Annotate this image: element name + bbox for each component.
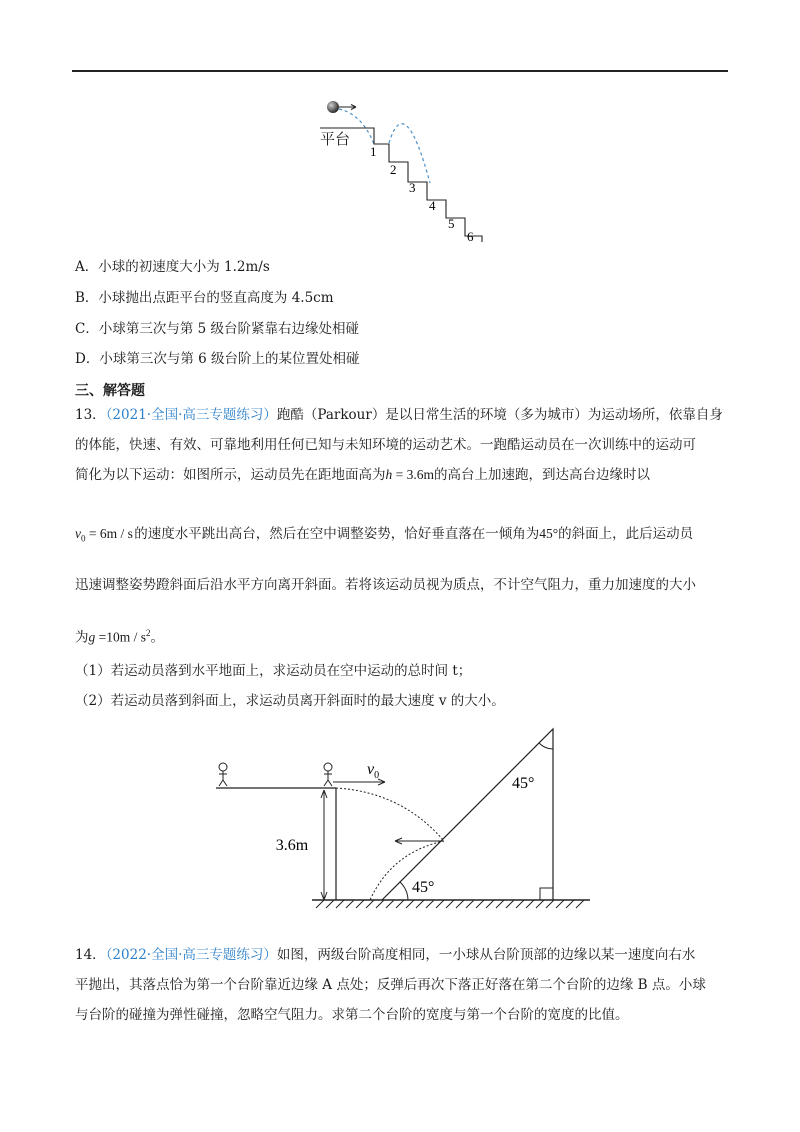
option-text: 小球第三次与第 6 级台阶上的某位置处相碰 bbox=[99, 351, 360, 367]
step-label-2: 2 bbox=[390, 162, 397, 177]
question-source-link[interactable]: （2021·全国·高三专题练习） bbox=[105, 407, 277, 423]
option-text: 小球抛出点距平台的竖直高度为 4.5cm bbox=[98, 290, 334, 306]
angle-bottom-label: 45° bbox=[412, 879, 435, 896]
platform-label: 平台 bbox=[320, 130, 351, 148]
question-number: 13． bbox=[75, 407, 106, 423]
ground-hatching bbox=[316, 900, 584, 908]
v0-label: $v_0$ bbox=[367, 761, 380, 781]
height-symbol: h bbox=[385, 467, 393, 482]
q13-subquestion-2: （2）若运动员落到斜面上，求运动员离开斜面时的最大速度 v 的大小。 bbox=[75, 693, 505, 709]
q13-line-3: 简化为以下运动：如图所示，运动员先在距地面高为h = 3.6m的高台上加速跑，到达高台边缘时以 bbox=[75, 467, 650, 483]
slope-angle: 45° bbox=[539, 526, 559, 541]
step-label-4: 4 bbox=[429, 198, 436, 213]
option-d bbox=[75, 350, 360, 368]
option-text: 小球第三次与第 5 级台阶紧靠右边缘处相碰 bbox=[98, 321, 360, 337]
question-13 bbox=[75, 400, 730, 490]
q14-line-2: 平抛出，其落点恰为第一个台阶靠近边缘 A 点处；反弹后再次下落正好落在第二个台阶的边缘 B 点。小球 bbox=[75, 977, 706, 993]
question-13-cont bbox=[75, 519, 730, 652]
runner-at-edge-icon bbox=[324, 763, 332, 786]
q13-line-2: 的体能，快速、有效、可靠地利用任何已知与未知环境的运动艺术。一跑酷运动员在一次训练中的运动可 bbox=[75, 437, 696, 453]
question-source-link[interactable]: （2022·全国·高三专题练习） bbox=[105, 947, 277, 963]
header-rule bbox=[72, 70, 728, 72]
runner-icon bbox=[219, 763, 227, 786]
option-b bbox=[75, 289, 334, 307]
option-text: 小球的初速度大小为 1.2m/s bbox=[98, 259, 270, 275]
q13-line-6: 为$g =10m / s^2$。 bbox=[75, 627, 164, 646]
height-label: 3.6m bbox=[275, 837, 309, 854]
q14-line-1: 14．（2022·全国·高三专题练习）如图，两级台阶高度相同，一小球从台阶顶部的边缘以某一速度向右水 bbox=[75, 947, 696, 963]
parkour-figure bbox=[212, 722, 592, 914]
q13-line-4: $v_0 = 6m / s$ 的速度水平跳出高台，然后在空中调整姿势，恰好垂直落在一倾角为45°的斜面上，此后运动员 bbox=[75, 526, 694, 544]
section-title: 三、解答题 bbox=[75, 383, 145, 399]
ball bbox=[327, 101, 339, 113]
v0-value: = 6m / s bbox=[85, 526, 133, 541]
g-value: =10m / s bbox=[95, 629, 146, 645]
option-letter: B． bbox=[75, 290, 99, 306]
option-letter: D． bbox=[75, 351, 100, 367]
option-letter: A． bbox=[75, 259, 99, 275]
option-c bbox=[75, 320, 359, 338]
angle-top-label: 45° bbox=[512, 775, 535, 792]
step-label-3: 3 bbox=[409, 180, 416, 195]
option-a bbox=[75, 258, 270, 276]
q13-text: 跑酷（Parkour）是以日常生活的环境（多为城市）为运动场所，依靠自身 bbox=[276, 407, 723, 423]
v0-symbol: v bbox=[75, 526, 81, 541]
q13-line-1 bbox=[75, 400, 730, 430]
height-value: = 3.6m bbox=[392, 467, 434, 482]
q14-line-3: 与台阶的碰撞为弹性碰撞，忽略空气阻力。求第二个台阶的宽度与第一个台阶的宽度的比值。 bbox=[75, 1007, 629, 1023]
question-number: 14． bbox=[75, 947, 106, 963]
q13-subquestion-1: （1）若运动员落到水平地面上，求运动员在空中运动的总时间 t； bbox=[75, 663, 472, 679]
g-symbol: g bbox=[88, 629, 96, 645]
question-14 bbox=[75, 940, 730, 1030]
step-label-5: 5 bbox=[448, 216, 455, 231]
q13-line-5: 迅速调整姿势蹬斜面后沿水平方向离开斜面。若将该运动员视为质点，不计空气阻力，重力加速度的大小 bbox=[75, 576, 696, 593]
jump-trajectory bbox=[336, 788, 444, 841]
stairs-figure bbox=[312, 92, 492, 242]
step-label-6: 6 bbox=[467, 229, 474, 242]
option-letter: C． bbox=[75, 321, 99, 337]
step-label-1: 1 bbox=[370, 144, 377, 159]
slope-triangle bbox=[382, 729, 553, 900]
